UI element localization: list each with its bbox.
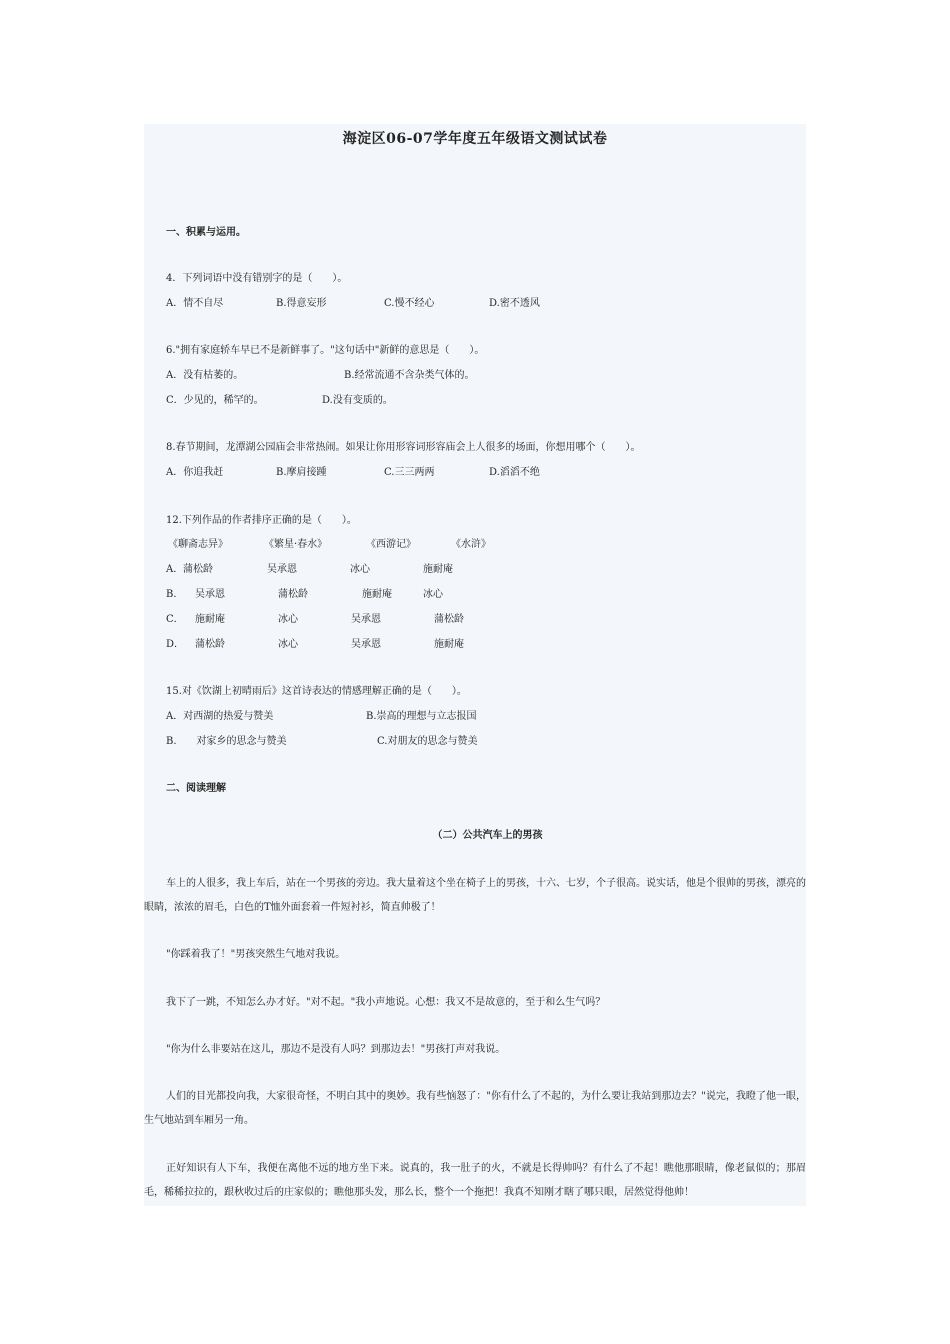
author-name: 冰心 xyxy=(278,614,298,625)
work-title: 《西游记》 xyxy=(366,539,416,550)
author-name: 冰心 xyxy=(278,639,298,650)
question-4-option-b: B.得意妄形 xyxy=(276,298,327,309)
work-title: 《聊斋志异》 xyxy=(168,539,228,550)
question-12-option-label: C． xyxy=(166,614,184,625)
question-6-option-d: D.没有变质的。 xyxy=(322,395,393,406)
question-6-option-b: B.经常流通不含杂类气体的。 xyxy=(344,370,475,381)
author-name: 施耐庵 xyxy=(362,589,392,600)
story-paragraph: "你为什么非要站在这儿，那边不是没有人吗？到那边去！"男孩打声对我说。 xyxy=(166,1044,506,1055)
question-12-stem: 12.下列作品的作者排序正确的是（ ）。 xyxy=(166,515,357,526)
story-paragraph: 人们的目光都投向我，大家很奇怪，不明白其中的奥妙。我有些恼怒了："你有什么了不起的，为什么要让我站到那边去？"说完，我瞪了他一眼，生气地站到车厢另一角。 xyxy=(144,1091,806,1126)
author-name: 吴承恩 xyxy=(351,614,381,625)
question-8-option-c: C.三三两两 xyxy=(384,467,435,478)
story-paragraph: 车上的人很多，我上车后，站在一个男孩的旁边。我大量着这个坐在椅子上的男孩，十六、七岁，个子很高。说实话，他是个很帅的男孩，漂亮的眼睛，浓浓的眉毛，白色的T恤外面套着一件短衬衫，简直帅极了！ xyxy=(144,878,806,913)
question-12-option-label: B． xyxy=(166,589,184,600)
question-4-stem: 4．下列词语中没有错别字的是（ ）。 xyxy=(166,273,348,284)
author-name: 吴承恩 xyxy=(267,564,297,575)
question-8-option-a: A．你追我赶 xyxy=(166,467,224,478)
question-4-option-a: A．情不自尽 xyxy=(166,298,224,309)
question-15-option-d: C.对朋友的思念与赞美 xyxy=(377,736,478,747)
section-heading-1: 一、积累与运用。 xyxy=(166,227,246,238)
author-name: 吴承恩 xyxy=(195,589,225,600)
story-paragraph: 正好知识有人下车，我便在离他不远的地方坐下来。说真的，我一肚子的火，不就是长得帅吗？有什么了不起！瞧他那眼睛，像老鼠似的；那眉毛，稀稀拉拉的，跟秋收过后的庄家似的；瞧他那头发，那么长，整个一个拖把！我真不知刚才瞎了哪只眼，居然觉得他帅！ xyxy=(144,1163,806,1198)
author-name: 冰心 xyxy=(423,589,443,600)
question-12-option-label: D． xyxy=(166,639,185,650)
question-8-option-b: B.摩肩接踵 xyxy=(276,467,327,478)
question-4-option-c: C.慢不经心 xyxy=(384,298,435,309)
question-15-option-b: B.崇高的理想与立志报国 xyxy=(366,711,477,722)
question-8-option-d: D.滔滔不绝 xyxy=(489,467,540,478)
author-name: 冰心 xyxy=(350,564,370,575)
story-paragraph: "你踩着我了！"男孩突然生气地对我说。 xyxy=(166,949,346,960)
document-title: 海淀区06-07学年度五年级语文测试试卷 xyxy=(342,131,608,147)
question-15-option-c: B. 对家乡的思念与赞美 xyxy=(166,736,287,747)
author-name: 吴承恩 xyxy=(351,639,381,650)
story-title: （二）公共汽车上的男孩 xyxy=(432,830,543,841)
author-name: 蒲松龄 xyxy=(195,639,225,650)
work-title: 《繁星·春水》 xyxy=(264,539,328,550)
story-paragraph: 我下了一跳，不知怎么办才好。"对不起。"我小声地说。心想：我又不是故意的，至于和么生气吗？ xyxy=(166,997,606,1008)
question-6-option-c: C．少见的，稀罕的。 xyxy=(166,395,264,406)
question-6-stem: 6."拥有家庭轿车早已不是新鲜事了。"这句话中"新鲜的意思是（ ）。 xyxy=(166,345,485,356)
author-name: 蒲松龄 xyxy=(434,614,464,625)
question-12-option-label: A． xyxy=(166,564,184,575)
question-4-option-d: D.密不透风 xyxy=(489,298,540,309)
section-heading-2: 二、阅读理解 xyxy=(166,783,226,794)
question-15-stem: 15.对《饮湖上初晴雨后》这首诗表达的情感理解正确的是（ ）。 xyxy=(166,686,467,697)
question-8-stem: 8.春节期间，龙潭湖公园庙会非常热闹。如果让你用形容词形容庙会上人很多的场面，你想用哪个（ ）。 xyxy=(166,442,641,453)
question-15-option-a: A．对西湖的热爱与赞美 xyxy=(166,711,274,722)
author-name: 蒲松龄 xyxy=(183,564,213,575)
question-6-option-a: A．没有枯萎的。 xyxy=(166,370,244,381)
author-name: 蒲松龄 xyxy=(278,589,308,600)
author-name: 施耐庵 xyxy=(423,564,453,575)
author-name: 施耐庵 xyxy=(434,639,464,650)
work-title: 《水浒》 xyxy=(451,539,491,550)
author-name: 施耐庵 xyxy=(195,614,225,625)
